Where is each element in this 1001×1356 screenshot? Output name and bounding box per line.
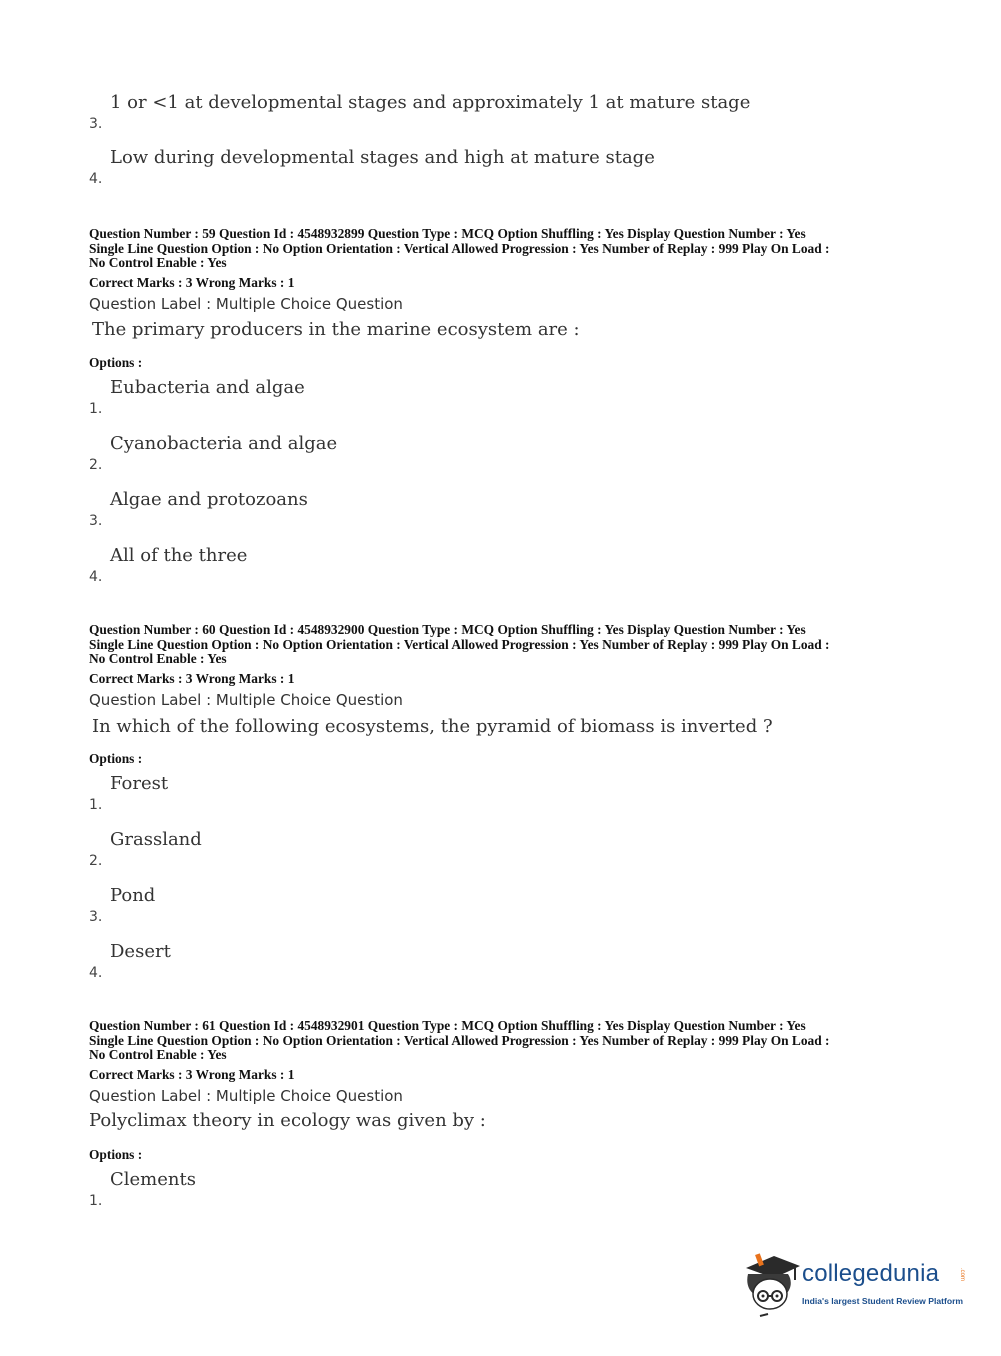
- option-number: 1.: [89, 1193, 103, 1209]
- option-number: 3.: [89, 116, 103, 132]
- option-text: Cyanobacteria and algae: [110, 433, 338, 454]
- option-item: [89, 92, 949, 132]
- option-number: 4.: [89, 569, 103, 585]
- option-text: Algae and protozoans: [110, 489, 308, 510]
- option-item: [89, 545, 949, 585]
- option-item: [89, 147, 949, 187]
- question-label: Question Label : Multiple Choice Question: [89, 1087, 403, 1105]
- option-text: All of the three: [110, 545, 248, 566]
- option-number: 3.: [89, 909, 103, 925]
- option-text: Clements: [110, 1169, 196, 1190]
- question-text: Polyclimax theory in ecology was given by :: [89, 1110, 486, 1131]
- option-text: Eubacteria and algae: [110, 377, 305, 398]
- option-text: Forest: [110, 773, 169, 794]
- option-item: [89, 941, 949, 981]
- marks-line: Correct Marks : 3 Wrong Marks : 1: [89, 1067, 295, 1082]
- option-text: 1 or <1 at developmental stages and approximately 1 at mature stage: [110, 92, 751, 113]
- option-number: 2.: [89, 457, 103, 473]
- meta-line: No Control Enable : Yes: [89, 651, 227, 666]
- question-meta: [89, 623, 919, 667]
- logo-suffix: .com: [959, 1268, 965, 1282]
- logo-tagline: India's largest Student Review Platform: [802, 1296, 964, 1306]
- meta-line: No Control Enable : Yes: [89, 1047, 227, 1062]
- question-meta: [89, 227, 919, 271]
- option-item: [89, 773, 949, 813]
- option-number: 1.: [89, 401, 103, 417]
- meta-line: Single Line Question Option : No Option Orientation : Vertical Allowed Progression : Yes Number of Replay : 999 Play On Load :: [89, 1032, 830, 1048]
- option-item: [89, 1169, 949, 1209]
- meta-line: Single Line Question Option : No Option Orientation : Vertical Allowed Progression : Yes Number of Replay : 999 Play On Load :: [89, 240, 830, 256]
- option-item: [89, 433, 949, 473]
- marks-line: Correct Marks : 3 Wrong Marks : 1: [89, 275, 295, 290]
- meta-line: Single Line Question Option : No Option Orientation : Vertical Allowed Progression : Yes Number of Replay : 999 Play On Load :: [89, 636, 830, 652]
- option-number: 4.: [89, 171, 103, 187]
- option-text: Low during developmental stages and high at mature stage: [110, 147, 655, 168]
- option-item: [89, 885, 949, 925]
- option-number: 3.: [89, 513, 103, 529]
- question-text: The primary producers in the marine ecosystem are :: [92, 319, 580, 340]
- option-text: Desert: [110, 941, 171, 962]
- question-text: In which of the following ecosystems, the pyramid of biomass is inverted ?: [92, 716, 773, 737]
- mascot-icon: [740, 1250, 802, 1320]
- logo-wordmark: collegedunia: [802, 1260, 940, 1287]
- collegedunia-logo: [740, 1250, 970, 1320]
- option-text: Grassland: [110, 829, 202, 850]
- question-label: Question Label : Multiple Choice Question: [89, 295, 403, 313]
- meta-line: Question Number : 61 Question Id : 4548932901 Question Type : MCQ Option Shuffling : Yes Display Question Number : Yes: [89, 1018, 806, 1033]
- option-item: [89, 377, 949, 417]
- meta-line: Question Number : 59 Question Id : 4548932899 Question Type : MCQ Option Shuffling : Yes Display Question Number : Yes: [89, 226, 806, 241]
- options-heading: Options :: [89, 1147, 143, 1162]
- options-heading: Options :: [89, 355, 143, 370]
- meta-line: No Control Enable : Yes: [89, 255, 227, 270]
- options-heading: Options :: [89, 751, 143, 766]
- option-item: [89, 829, 949, 869]
- question-label: Question Label : Multiple Choice Question: [89, 691, 403, 709]
- option-number: 1.: [89, 797, 103, 813]
- marks-line: Correct Marks : 3 Wrong Marks : 1: [89, 671, 295, 686]
- question-meta: [89, 1019, 919, 1063]
- meta-line: Question Number : 60 Question Id : 4548932900 Question Type : MCQ Option Shuffling : Yes Display Question Number : Yes: [89, 622, 806, 637]
- option-number: 4.: [89, 965, 103, 981]
- option-text: Pond: [110, 885, 156, 906]
- option-number: 2.: [89, 853, 103, 869]
- option-item: [89, 489, 949, 529]
